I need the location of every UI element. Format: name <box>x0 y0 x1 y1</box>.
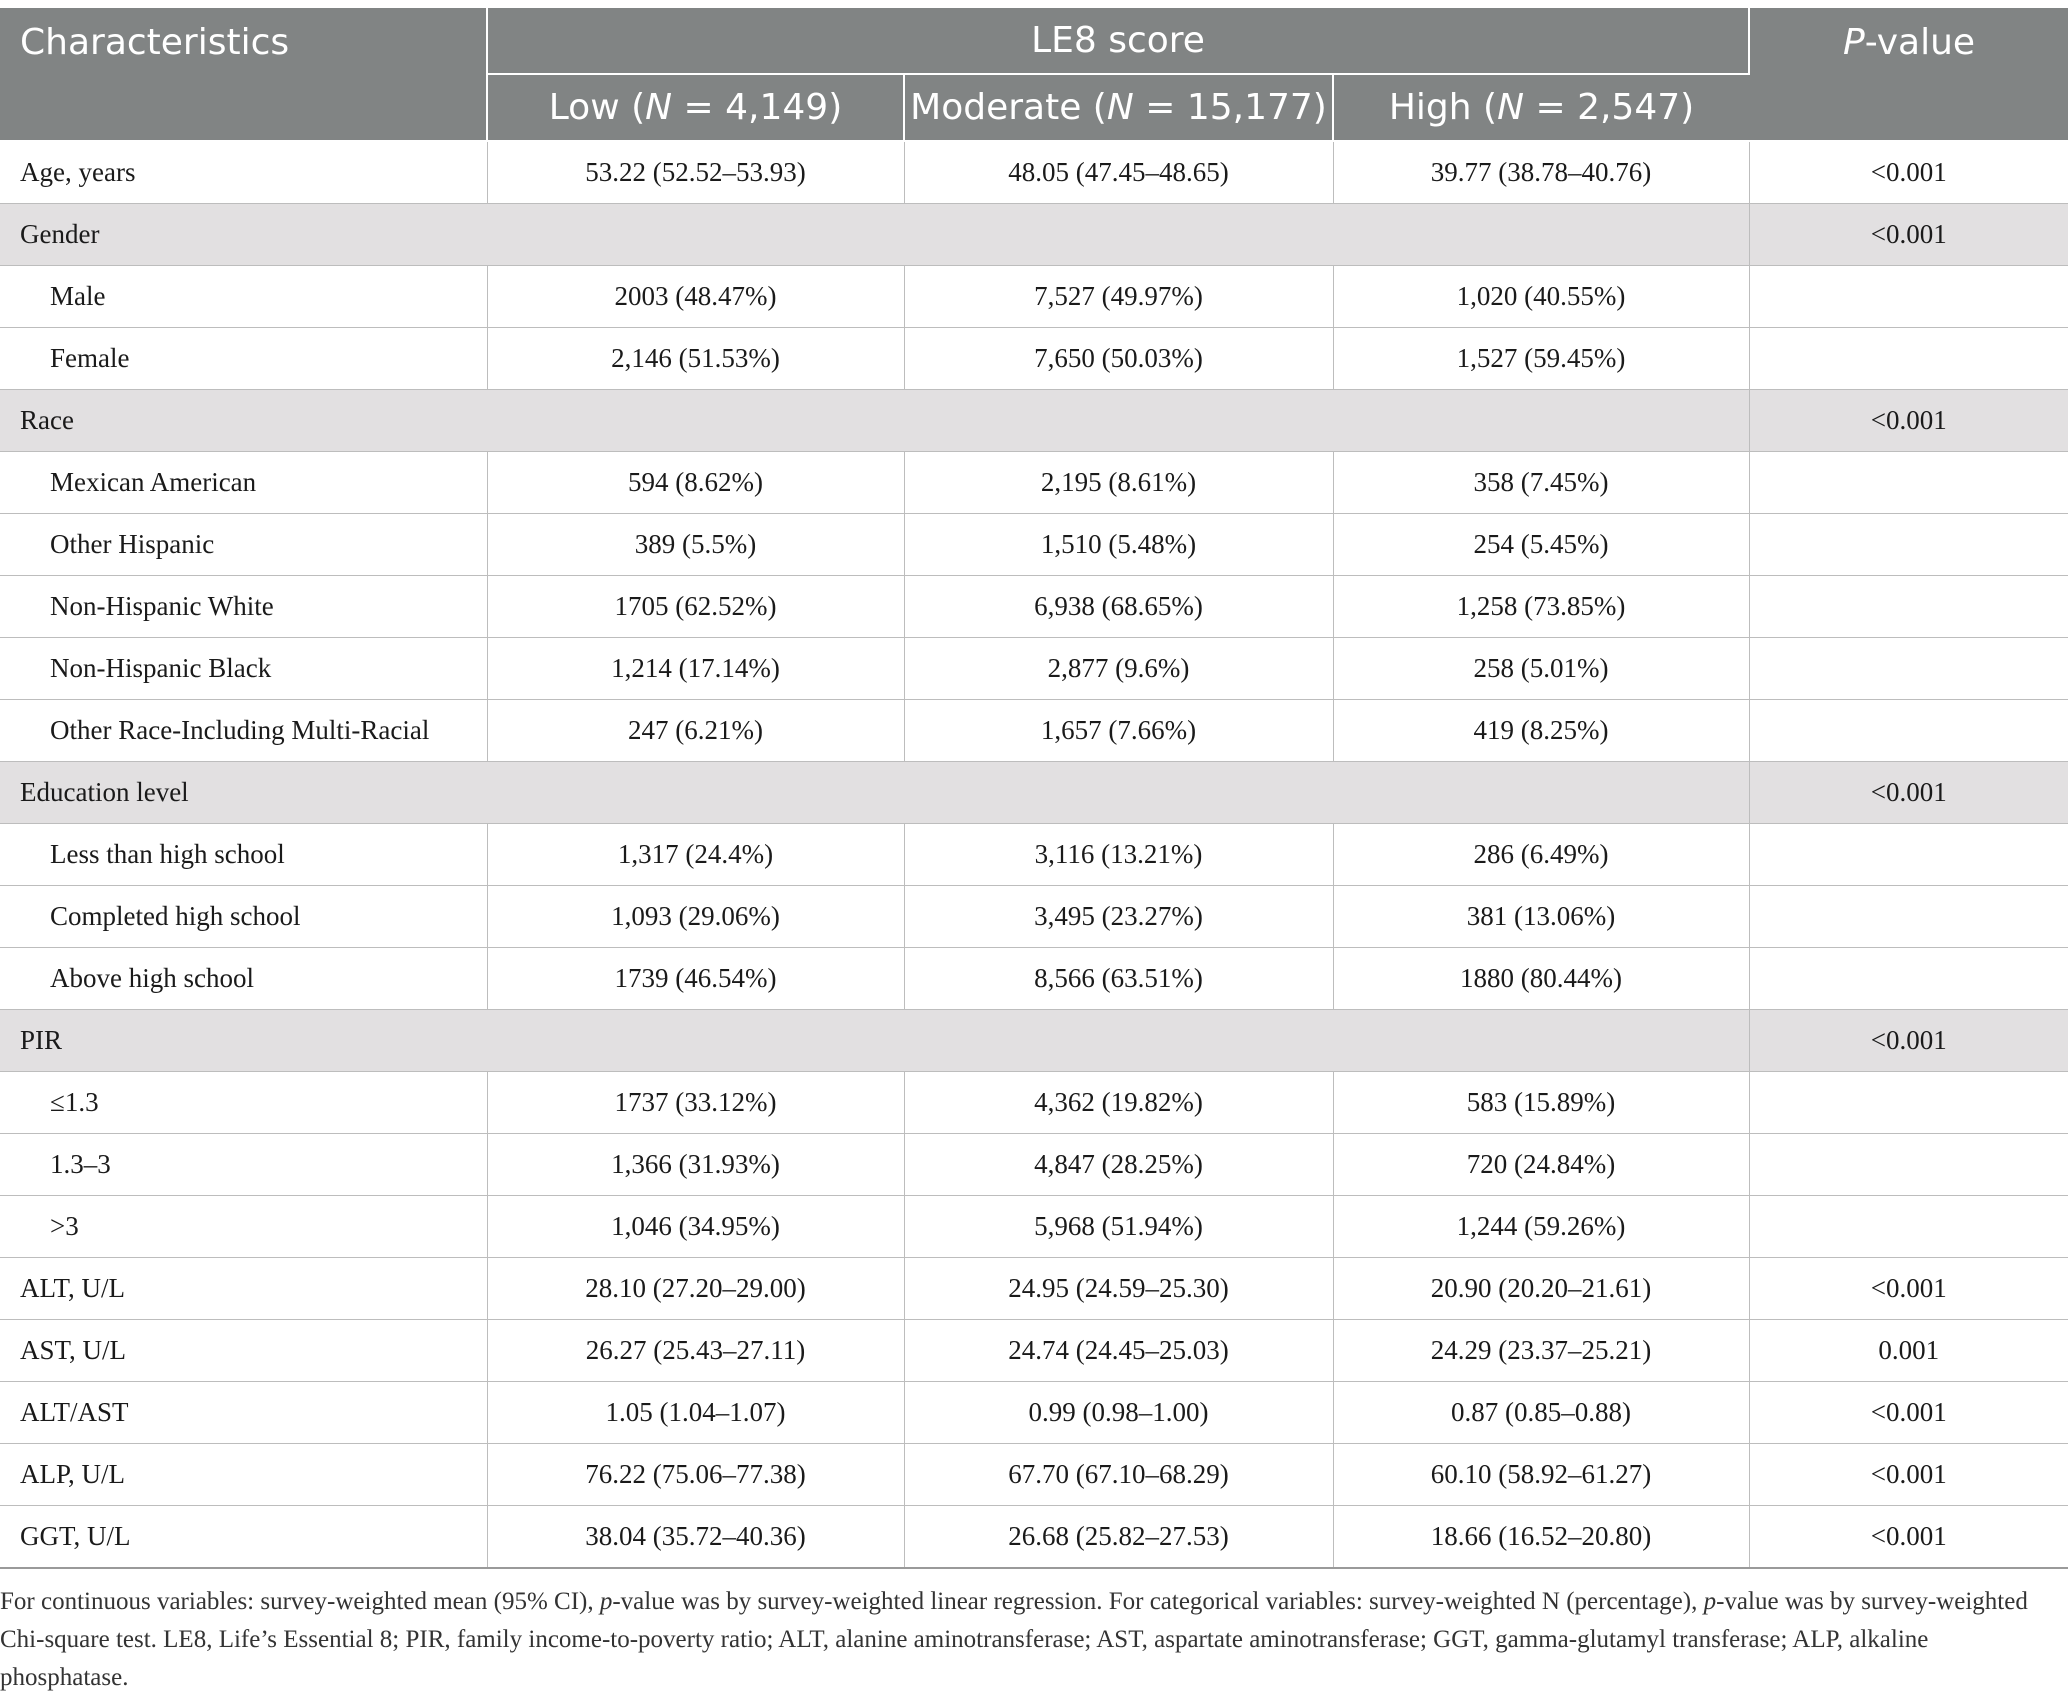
cell-low: 594 (8.62%) <box>487 452 904 514</box>
cell-p-value: <0.001 <box>1749 1010 2068 1072</box>
cell-p-value: <0.001 <box>1749 1258 2068 1320</box>
cell-moderate: 1,657 (7.66%) <box>904 700 1333 762</box>
section-row <box>0 390 2068 452</box>
cell-moderate: 7,527 (49.97%) <box>904 266 1333 328</box>
cell-high: 18.66 (16.52–20.80) <box>1333 1506 1749 1569</box>
row-label: 1.3–3 <box>0 1134 487 1196</box>
footnote-part3: -value was by survey-weighted Chi-square test. LE8, Life’s Essential 8; PIR, family income-to-poverty ratio; ALT, alanine aminotransferase; AST, aspartate aminotransferase; GGT, gamma-glutamyl transferase; ALP, alkaline phosphatase. <box>0 1588 2028 1691</box>
cell-p-value: <0.001 <box>1749 762 2068 824</box>
header-high-pre: High ( <box>1388 87 1498 128</box>
cell-moderate: 2,877 (9.6%) <box>904 638 1333 700</box>
cell-p-value <box>1749 514 2068 576</box>
cell-p-value <box>1749 700 2068 762</box>
cell-low: 1,046 (34.95%) <box>487 1196 904 1258</box>
table-row <box>0 638 2068 700</box>
cell-high: 381 (13.06%) <box>1333 886 1749 948</box>
table-row <box>0 1506 2068 1569</box>
row-label: Non-Hispanic White <box>0 576 487 638</box>
cell-low: 28.10 (27.20–29.00) <box>487 1258 904 1320</box>
cell-high: 20.90 (20.20–21.61) <box>1333 1258 1749 1320</box>
table-row <box>0 1134 2068 1196</box>
cell-low: 1,317 (24.4%) <box>487 824 904 886</box>
header-high <box>1333 74 1749 141</box>
row-label: Age, years <box>0 141 487 204</box>
cell-p-value: <0.001 <box>1749 1506 2068 1569</box>
header-low-pre: Low ( <box>548 87 646 128</box>
row-label: Less than high school <box>0 824 487 886</box>
section-label: Gender <box>0 204 1749 266</box>
header-p-italic: P <box>1842 22 1865 63</box>
cell-p-value: <0.001 <box>1749 1382 2068 1444</box>
cell-high: 358 (7.45%) <box>1333 452 1749 514</box>
table-row <box>0 1444 2068 1506</box>
cell-low: 26.27 (25.43–27.11) <box>487 1320 904 1382</box>
row-label: Other Race-Including Multi-Racial <box>0 700 487 762</box>
header-mod-post: = 15,177) <box>1133 87 1327 128</box>
cell-moderate: 2,195 (8.61%) <box>904 452 1333 514</box>
header-high-post: = 2,547) <box>1524 87 1695 128</box>
table-row <box>0 452 2068 514</box>
cell-moderate: 0.99 (0.98–1.00) <box>904 1382 1333 1444</box>
table-row <box>0 1072 2068 1134</box>
row-label: Other Hispanic <box>0 514 487 576</box>
cell-high: 583 (15.89%) <box>1333 1072 1749 1134</box>
table-row <box>0 328 2068 390</box>
header-moderate <box>904 74 1333 141</box>
table-footnote <box>0 1569 2066 1697</box>
cell-high: 254 (5.45%) <box>1333 514 1749 576</box>
cell-p-value <box>1749 452 2068 514</box>
cell-low: 1,366 (31.93%) <box>487 1134 904 1196</box>
cell-high: 258 (5.01%) <box>1333 638 1749 700</box>
cell-high: 0.87 (0.85–0.88) <box>1333 1382 1749 1444</box>
cell-low: 389 (5.5%) <box>487 514 904 576</box>
row-label: Mexican American <box>0 452 487 514</box>
cell-low: 2,146 (51.53%) <box>487 328 904 390</box>
cell-high: 1,244 (59.26%) <box>1333 1196 1749 1258</box>
table-row <box>0 1258 2068 1320</box>
cell-moderate: 4,847 (28.25%) <box>904 1134 1333 1196</box>
row-label: AST, U/L <box>0 1320 487 1382</box>
cell-moderate: 4,362 (19.82%) <box>904 1072 1333 1134</box>
cell-low: 2003 (48.47%) <box>487 266 904 328</box>
header-mod-n: N <box>1106 87 1134 128</box>
cell-moderate: 1,510 (5.48%) <box>904 514 1333 576</box>
cell-p-value <box>1749 1072 2068 1134</box>
table-row <box>0 948 2068 1010</box>
row-label: ≤1.3 <box>0 1072 487 1134</box>
cell-moderate: 67.70 (67.10–68.29) <box>904 1444 1333 1506</box>
cell-high: 24.29 (23.37–25.21) <box>1333 1320 1749 1382</box>
table-row <box>0 886 2068 948</box>
cell-low: 38.04 (35.72–40.36) <box>487 1506 904 1569</box>
row-label: Non-Hispanic Black <box>0 638 487 700</box>
cell-low: 76.22 (75.06–77.38) <box>487 1444 904 1506</box>
characteristics-table <box>0 8 2068 1569</box>
section-label: PIR <box>0 1010 1749 1072</box>
cell-p-value: <0.001 <box>1749 141 2068 204</box>
cell-p-value <box>1749 328 2068 390</box>
cell-p-value <box>1749 1134 2068 1196</box>
section-row <box>0 204 2068 266</box>
cell-low: 247 (6.21%) <box>487 700 904 762</box>
cell-moderate: 24.95 (24.59–25.30) <box>904 1258 1333 1320</box>
table-body <box>0 141 2068 1568</box>
cell-p-value <box>1749 266 2068 328</box>
cell-high: 60.10 (58.92–61.27) <box>1333 1444 1749 1506</box>
table-row <box>0 700 2068 762</box>
cell-p-value: <0.001 <box>1749 204 2068 266</box>
header-low <box>487 74 904 141</box>
row-label: ALT, U/L <box>0 1258 487 1320</box>
header-low-post: = 4,149) <box>672 87 843 128</box>
cell-low: 53.22 (52.52–53.93) <box>487 141 904 204</box>
cell-p-value <box>1749 1196 2068 1258</box>
cell-moderate: 3,116 (13.21%) <box>904 824 1333 886</box>
cell-low: 1,214 (17.14%) <box>487 638 904 700</box>
table-row <box>0 1196 2068 1258</box>
cell-p-value: <0.001 <box>1749 1444 2068 1506</box>
section-row <box>0 1010 2068 1072</box>
cell-p-value <box>1749 824 2068 886</box>
footnote-part1: For continuous variables: survey-weighted mean (95% CI), <box>0 1588 600 1615</box>
row-label: ALP, U/L <box>0 1444 487 1506</box>
cell-p-value: <0.001 <box>1749 390 2068 452</box>
table-row <box>0 514 2068 576</box>
cell-moderate: 6,938 (68.65%) <box>904 576 1333 638</box>
cell-p-value <box>1749 638 2068 700</box>
row-label: Above high school <box>0 948 487 1010</box>
table-container <box>0 8 2068 1697</box>
header-characteristics: Characteristics <box>0 8 487 141</box>
cell-low: 1737 (33.12%) <box>487 1072 904 1134</box>
cell-moderate: 26.68 (25.82–27.53) <box>904 1506 1333 1569</box>
table-row <box>0 1320 2068 1382</box>
table-row <box>0 1382 2068 1444</box>
footnote-p-italic-2: p <box>1703 1588 1717 1615</box>
table-row <box>0 824 2068 886</box>
cell-moderate: 48.05 (47.45–48.65) <box>904 141 1333 204</box>
cell-low: 1705 (62.52%) <box>487 576 904 638</box>
footnote-part2: -value was by survey-weighted linear regression. For categorical variables: survey-weighted N (percentage), <box>612 1588 1704 1615</box>
row-label: >3 <box>0 1196 487 1258</box>
cell-high: 1880 (80.44%) <box>1333 948 1749 1010</box>
table-header <box>0 8 2068 141</box>
section-row <box>0 762 2068 824</box>
footnote-p-italic-1: p <box>599 1588 613 1615</box>
cell-high: 419 (8.25%) <box>1333 700 1749 762</box>
header-le8-score: LE8 score <box>487 8 1749 74</box>
header-mod-pre: Moderate ( <box>910 87 1107 128</box>
cell-p-value: 0.001 <box>1749 1320 2068 1382</box>
row-label: ALT/AST <box>0 1382 487 1444</box>
cell-high: 1,527 (59.45%) <box>1333 328 1749 390</box>
row-label: Completed high school <box>0 886 487 948</box>
table-row <box>0 141 2068 204</box>
table-row <box>0 266 2068 328</box>
cell-p-value <box>1749 948 2068 1010</box>
cell-moderate: 3,495 (23.27%) <box>904 886 1333 948</box>
cell-high: 720 (24.84%) <box>1333 1134 1749 1196</box>
cell-high: 1,020 (40.55%) <box>1333 266 1749 328</box>
row-label: Male <box>0 266 487 328</box>
header-p-rest: -value <box>1864 22 1976 63</box>
cell-low: 1,093 (29.06%) <box>487 886 904 948</box>
cell-moderate: 5,968 (51.94%) <box>904 1196 1333 1258</box>
cell-low: 1.05 (1.04–1.07) <box>487 1382 904 1444</box>
cell-high: 286 (6.49%) <box>1333 824 1749 886</box>
cell-high: 39.77 (38.78–40.76) <box>1333 141 1749 204</box>
section-label: Race <box>0 390 1749 452</box>
cell-high: 1,258 (73.85%) <box>1333 576 1749 638</box>
cell-p-value <box>1749 576 2068 638</box>
header-high-n: N <box>1497 87 1525 128</box>
row-label: Female <box>0 328 487 390</box>
row-label: GGT, U/L <box>0 1506 487 1569</box>
header-low-n: N <box>645 87 673 128</box>
cell-moderate: 24.74 (24.45–25.03) <box>904 1320 1333 1382</box>
table-row <box>0 576 2068 638</box>
cell-low: 1739 (46.54%) <box>487 948 904 1010</box>
cell-moderate: 8,566 (63.51%) <box>904 948 1333 1010</box>
section-label: Education level <box>0 762 1749 824</box>
header-p-value <box>1749 8 2068 141</box>
cell-p-value <box>1749 886 2068 948</box>
cell-moderate: 7,650 (50.03%) <box>904 328 1333 390</box>
